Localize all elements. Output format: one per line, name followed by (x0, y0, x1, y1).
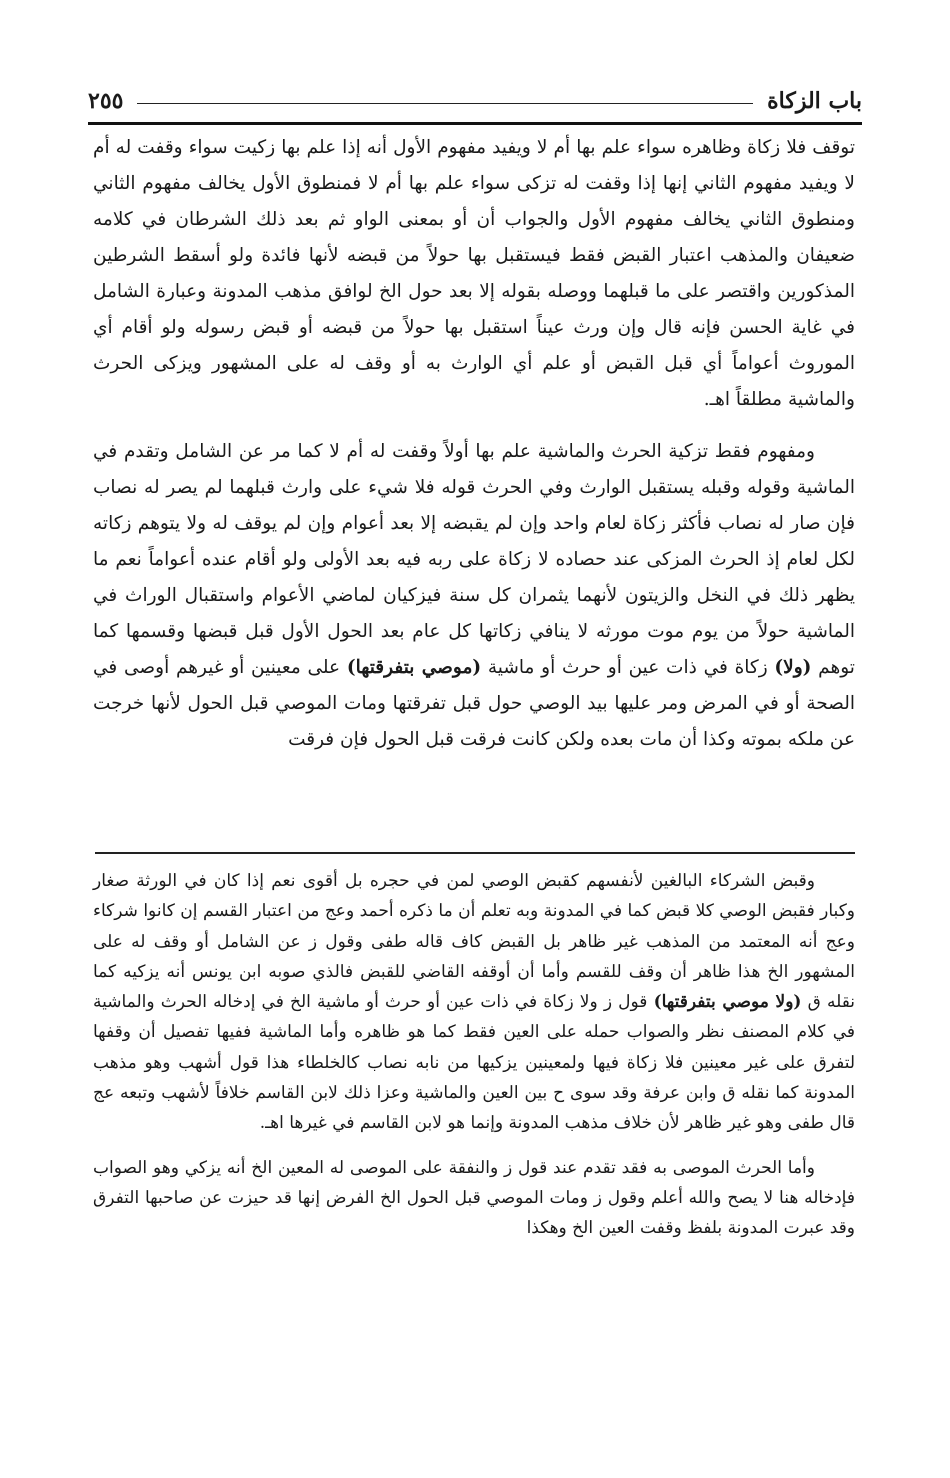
footnote-2: وأما الحرث الموصى به فقد تقدم عند قول ز والنفقة على الموصى له المعين الخ أنه يزكي وهو الصواب فإدخاله هنا لا يصح والله أعلم وقول ز ومات الموصي قبل الحول الخ الفرض إنها قد حيزت عن صاحبها التفرق وقد عبرت المدونة بلفظ وقفت العين الخ وهكذا (93, 1157, 855, 1239)
footnote-1-matn: (ولا موصي بتفرقتها) (653, 992, 802, 1013)
paragraph-2-part-1: ومفهوم فقط تزكية الحرث والماشية علم بها أولاً وقفت له أم لا كما مر عن الشامل وتقدم في الماشية وقوله وقبله يستقبل الوارث وفي الحرث قوله فلا شيء على وارث قبلهما لم يصر له نصاب فإن صار له نصاب فأكثر زكاة لعام واحد وإن لم يقبضه إلا بعد أعوام وإن لم يوقف له ولا يتوهم زكاته لكل لعام إذ الحرث المزكى عند حصاده لا زكاة على ربه فيه بعد الأولى ولو أقام عنده أعواماً نعم ما يظهر ذلك في النخل والزيتون لأنهما يثمران كل سنة فيزكيان لماضي الأعوام واستقبال الوراث في الماشية حولاً من يوم موت مورثه لا ينافي زكاتها كل عام بعد الحول الأول قبل قبضها وقسمها كما توهم (93, 441, 855, 678)
footnote-separator (95, 852, 855, 854)
running-header (88, 82, 862, 118)
paragraph-2-matn-1: (ولا) (774, 657, 812, 678)
paragraph-2-matn-2: (موصي بتفرقتها) (346, 657, 482, 678)
chapter-title: باب الزكاة (767, 88, 862, 114)
main-text (93, 130, 855, 758)
page-number: ٢٥٥ (88, 88, 124, 114)
top-divider (88, 122, 862, 125)
footnotes (93, 866, 855, 1244)
footnote-1 (93, 866, 855, 1139)
paragraph-2-part-2: زكاة في ذات عين أو حرث أو ماشية (487, 657, 768, 678)
header-rule (137, 103, 753, 104)
footnote-1-part-1: وقبض الشركاء البالغين لأنفسهم كقبض الوصي لمن في حجره بل أقوى نعم إذا كان في الورثة صغار وكبار فقبض الوصي كلا قبض كما في المدونة وبه تعلم أن ما ذكره أحمد وعج من اعتبار القسم إن كانوا شركاء وعج أنه المعتمد من المذهب غير ظاهر بل القبض كاف قاله طفى وقول ز عن الشامل أو وقف له على المشهور الخ هذا ظاهر أن وقف للقسم وأما أن أوقفه القاضي للقبض فالذي صوبه ابن يونس أنه يزكيه كما نقله ق (93, 871, 856, 1013)
paragraph-2 (93, 434, 855, 758)
paragraph-1: توقف فلا زكاة وظاهره سواء علم بها أم لا ويفيد مفهوم الأول أنه إذا علم بها زكيت سواء وقفت له أم لا ويفيد مفهوم الثاني إنها إذا وقفت له تزكى سواء علم بها أم لا فمنطوق الأول يخالف مفهوم الثاني ومنطوق الثاني يخالف مفهوم الأول والجواب أن أو بمعنى الواو ثم بعد ذلك الشرطان في كلامه ضعيفان والمذهب اعتبار القبض فقط فيستقبل بها حولاً من قبضه لأنها فائدة ولو أسقط الشرطين المذكورين واقتصر على ما قبلهما ووصله بقوله إلا بعد حول الخ لوافق مذهب المدونة وعبارة الشامل في غاية الحسن فإنه قال وإن ورث عيناً استقبل بها حولاً من قبضه أو قبض رسوله ولو أقام أي الموروث أعواماً أي قبل القبض أو علم أي الوارث به أو وقف له على المشهور ويزكى الحرث والماشية مطلقاً اهـ. (93, 137, 855, 410)
paragraph-2-part-3: على معينين أو غيرهم أوصى في الصحة أو في المرض ومر عليها بيد الوصي حول قبل تفرقتها ومات الموصي قبل الحول لأنها خرجت عن ملكه بموته وكذا أن مات بعده ولكن كانت فرقت قبل الحول فإن فرقت (93, 657, 855, 750)
footnote-1-part-2: قول ز ولا زكاة في ذات عين أو حرث أو ماشية الخ في إدخاله الحرث والماشية في كلام المصنف نظر والصواب حمله على العين فقط كما هو ظاهره وأما الماشية ففيها تفصيل أن وقفها لتفرق على غير معينين فلا زكاة فيها ولمعينين يزكيها من نابه نصاب كالخلطاء هذا قول أشهب وهو مذهب المدونة كما نقله ق وابن عرفة وقد سوى ح بين العين والماشية وعزا ذلك لابن القاسم خلافاً لأشهب وتبعه عج قال طفى وهو غير ظاهر لأن خلاف مذهب المدونة وإنما هو لابن القاسم في غيرها اهـ. (93, 992, 855, 1134)
